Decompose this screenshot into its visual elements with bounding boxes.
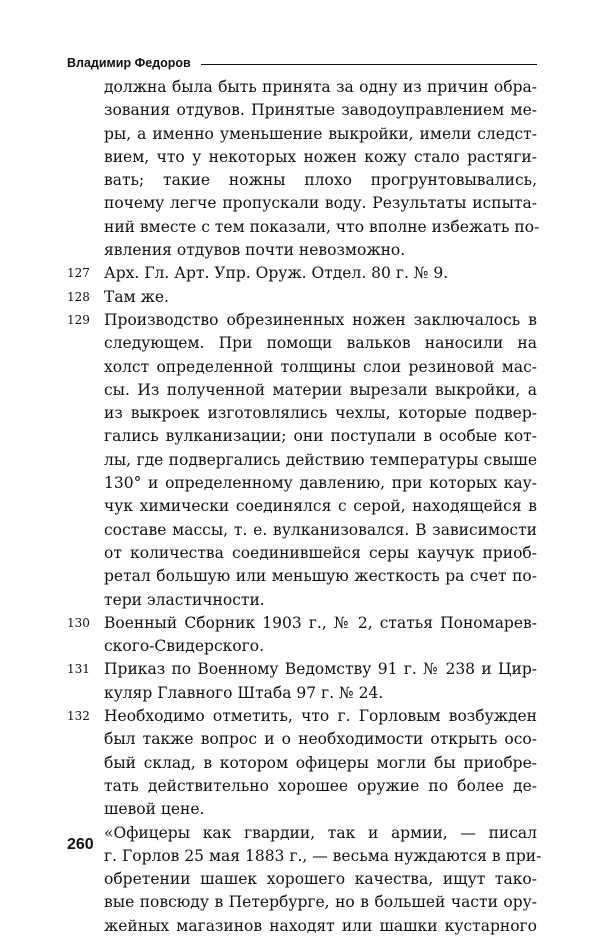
- note-text: Военный Сборник 1903 г., № 2, статья Пономарев-: [104, 613, 537, 632]
- quote-line: жейных магазинов находят или шашки кустарного: [104, 916, 537, 935]
- quote-line: «Офицеры как гвардии, так и армии, — писал: [104, 823, 537, 842]
- note-line: шевой цене.: [104, 800, 205, 819]
- note-line: был также вопрос и о необходимости открыть осо-: [104, 730, 537, 749]
- note-number: 131: [67, 662, 90, 677]
- note-line: 130° и определенному давлению, при которых кау-: [104, 474, 537, 493]
- note-line: [67, 658, 537, 681]
- note-line: холст определенной толщины слои резиновой мас-: [104, 357, 537, 376]
- note-text: Арх. Гл. Арт. Упр. Оруж. Отдел. 80 г. № 9.: [104, 264, 449, 283]
- note-line: сы. Из полученной материи вырезали выкройки, а: [104, 380, 537, 399]
- note-number: 127: [67, 266, 90, 281]
- note-132: [67, 705, 537, 821]
- note-line: составе массы, т. е. вулканизовался. В зависимости: [104, 520, 537, 539]
- note-line: из выкроек изготовлялись чехлы, которые подвер-: [104, 404, 537, 423]
- header-author: Владимир Федоров: [67, 56, 191, 70]
- quote-paragraph: [67, 822, 542, 938]
- note-text: Там же.: [104, 287, 169, 306]
- note-line: [67, 612, 537, 635]
- note-127: [67, 262, 537, 285]
- note-line: следующем. При помощи вальков наносили на: [104, 334, 537, 353]
- header-rule: [201, 64, 537, 65]
- text-line: должна была быть принята за одну из причин обра-: [104, 78, 537, 96]
- note-line: бый склад, в котором офицеры могли бы приобре-: [104, 753, 537, 772]
- note-line: тери эластичности.: [104, 590, 265, 609]
- note-line: от количества соединившейся серы каучук приоб-: [104, 543, 537, 562]
- text-line: ры, а именно уменьшение выкройки, имели следст-: [104, 124, 537, 143]
- text-line: явления отдувов почти невозможно.: [104, 241, 406, 260]
- note-line: [67, 262, 537, 285]
- note-line: чук химически соединялся с серой, находящейся в: [104, 497, 537, 516]
- note-number: 130: [67, 615, 90, 630]
- note-number: 128: [67, 289, 90, 304]
- text-line: вием, что у некоторых ножен кожу стало растяги-: [104, 147, 537, 166]
- note-line: тать действительно хорошее оружие по более де-: [104, 776, 537, 795]
- note-line: [67, 705, 537, 728]
- page-body: [67, 76, 542, 938]
- text-line: зования отдувов. Принятые заводоуправлением ме-: [104, 101, 537, 120]
- note-129: [67, 309, 537, 612]
- note-line: [67, 286, 537, 309]
- note-line: гались вулканизации; они поступали в особые кот-: [104, 427, 537, 446]
- note-130: [67, 612, 537, 659]
- quote-line: г. Горлов 25 мая 1883 г., — весьма нуждаются в при-: [104, 846, 542, 865]
- text-line: ний вместе с тем показали, что вполне избежать по-: [104, 217, 540, 236]
- top-paragraph: [67, 76, 540, 262]
- note-line: [67, 309, 537, 332]
- quote-line: обретении шашек хорошего качества, ищут тако-: [104, 870, 537, 889]
- quote-line: вые повсюду в Петербурге, но в большей части ору-: [104, 893, 537, 912]
- note-text: Приказ по Военному Ведомству 91 г. № 238 и Цир-: [104, 660, 537, 679]
- note-131: [67, 658, 537, 705]
- note-line: ского-Свидерского.: [104, 637, 265, 656]
- note-text: Необходимо отметить, что г. Горловым возбужден: [104, 707, 537, 726]
- text-line: вать; такие ножны плохо прогрунтовывались,: [104, 171, 537, 190]
- note-text: Производство обрезиненных ножен заключалось в: [104, 310, 537, 329]
- note-number: 129: [67, 312, 90, 327]
- note-line: лы, где подвергались действию температуры свыше: [104, 450, 537, 469]
- page-number: 260: [67, 836, 94, 853]
- note-line: куляр Главного Штаба 97 г. № 24.: [104, 683, 384, 702]
- note-number: 132: [67, 709, 90, 724]
- running-header: [67, 50, 537, 76]
- text-line: почему легче пропускали воду. Результаты испыта-: [104, 194, 537, 213]
- note-line: ретал большую или меньшую жесткость ра счет по-: [104, 567, 537, 586]
- note-128: [67, 286, 537, 309]
